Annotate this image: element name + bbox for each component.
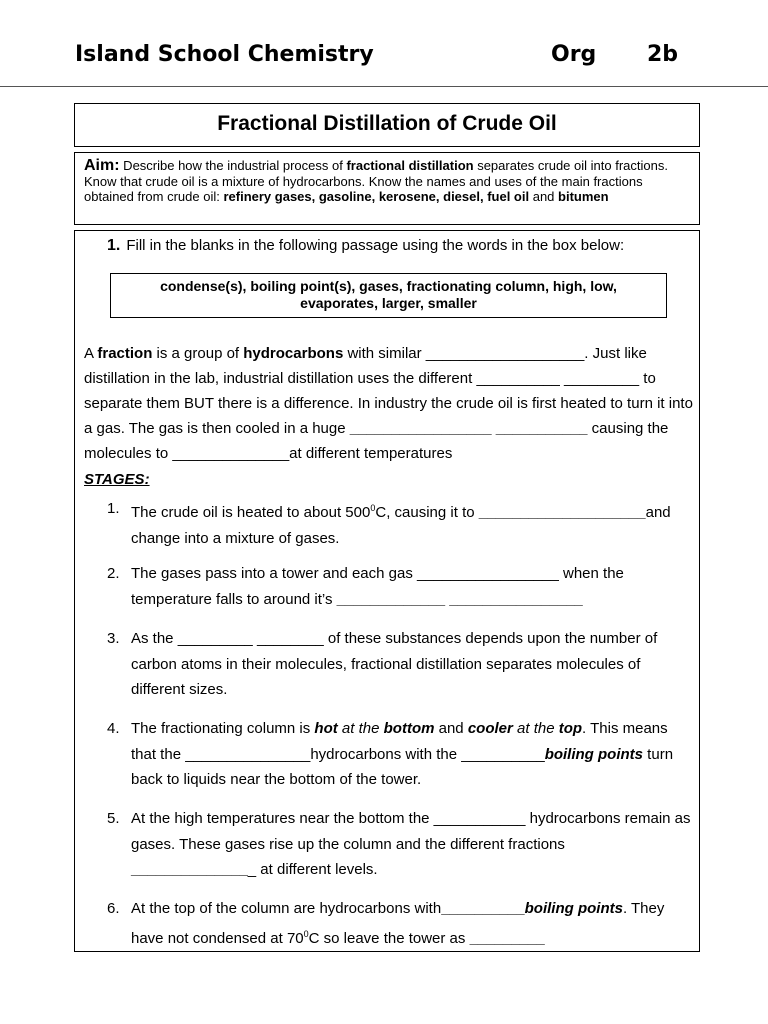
word-bank-line: evaporates, larger, smaller <box>300 295 477 311</box>
aim-text: separates crude oil into fractions. Know that crude oil is a mixture of hydrocarbons. Know the names and uses of the main fractions obtained from crude oil: <box>84 158 668 204</box>
answer-blank: __________ <box>441 900 525 917</box>
passage-bold: fraction <box>97 345 153 362</box>
item-text: and change into a mixture of gases. <box>131 504 671 547</box>
item-text: C, causing it to <box>375 504 479 521</box>
answer-blank: _________________ <box>349 420 492 437</box>
aim-text: and <box>529 189 559 204</box>
emphasis-text: at the <box>512 720 559 737</box>
answer-blank: ________________ <box>449 590 583 608</box>
stage-item-3 <box>107 626 692 703</box>
item-number: 2. <box>107 565 120 582</box>
unit-code: 2b <box>647 42 679 67</box>
item-text: and <box>434 720 468 737</box>
item-text: . This means that the _______________hydrocarbons with the __________ <box>131 720 668 763</box>
question-instruction: Fill in the blanks in the following passage using the words in the box below: <box>126 237 625 254</box>
emphasis-text: boiling points <box>544 745 644 763</box>
item-text: . They have not condensed at 70 <box>131 900 665 947</box>
aim-bold: refinery gases, gasoline, kerosene, diesel, fuel oil <box>223 189 530 204</box>
passage-text: causing the molecules to ______________at different temperatures <box>84 420 669 462</box>
stage-item-1 <box>107 496 692 551</box>
item-text: The gases pass into a tower and each gas _________________ when the temperature falls to around it’s <box>131 565 624 608</box>
worksheet-body <box>74 230 700 952</box>
aim-section <box>74 152 700 225</box>
item-text: turn back to liquids near the bottom of the tower. <box>131 745 674 788</box>
document-title: Fractional Distillation of Crude Oil <box>74 103 700 147</box>
subject-label: Org <box>551 42 597 67</box>
question-number: 1. <box>107 237 121 254</box>
stage-item-2 <box>107 561 692 612</box>
word-bank <box>110 273 667 318</box>
passage-text: is a group of <box>152 345 244 362</box>
superscript: 0 <box>370 503 376 513</box>
item-number: 4. <box>107 720 120 737</box>
stage-item-5 <box>107 806 692 883</box>
superscript: 0 <box>303 928 309 939</box>
fill-in-passage <box>84 341 694 466</box>
question-1 <box>107 237 624 255</box>
item-text: At the top of the column are hydrocarbons with <box>131 900 442 917</box>
item-text: _ at different levels. <box>247 861 378 878</box>
aim-bold: fractional distillation <box>346 158 474 173</box>
answer-blank: _________ <box>469 929 545 947</box>
answer-blank: ____________________ <box>478 504 646 521</box>
aim-bold: bitumen <box>558 189 609 204</box>
item-number: 3. <box>107 630 120 647</box>
passage-text: A <box>84 345 98 362</box>
emphasis-text: hot <box>314 720 338 737</box>
aim-label: Aim: <box>84 157 120 174</box>
school-title: Island School Chemistry <box>75 42 374 67</box>
item-number: 6. <box>107 900 120 917</box>
emphasis-text: at the <box>337 720 384 737</box>
page-header <box>0 0 768 87</box>
item-number: 5. <box>107 810 120 827</box>
passage-text: with similar ___________________. Just like distillation in the lab, industrial distillation uses the different __________ _________ to separate them BUT there is a difference. In industry the crude oil is first heated to turn it into a gas. The gas is then cooled in a huge <box>84 345 693 437</box>
emphasis-text: cooler <box>467 720 513 737</box>
emphasis-text: bottom <box>383 720 435 737</box>
item-text: C so leave the tower as <box>308 929 470 947</box>
item-text: At the high temperatures near the bottom the ___________ hydrocarbons remain as gases. These gases rise up the column and the different fractions <box>131 810 691 853</box>
stages-heading: STAGES: <box>84 471 150 488</box>
item-text: The fractionating column is <box>131 720 315 737</box>
item-text: The crude oil is heated to about 500 <box>131 504 371 521</box>
emphasis-text: boiling points <box>524 900 623 917</box>
stage-item-4 <box>107 716 692 793</box>
answer-blank: ______________ <box>131 861 248 878</box>
item-number: 1. <box>107 500 120 517</box>
passage-bold: hydrocarbons <box>243 345 344 362</box>
aim-text: Describe how the industrial process of <box>119 158 347 173</box>
stage-item-6 <box>107 896 692 951</box>
emphasis-text: top <box>558 720 583 737</box>
item-text: As the _________ ________ of these substances depends upon the number of carbon atoms in their molecules, fractional distillation separates molecules of different sizes. <box>131 630 658 698</box>
word-bank-line: condense(s), boiling point(s), gases, fractionating column, high, low, <box>160 278 617 294</box>
answer-blank: _____________ <box>336 590 446 608</box>
answer-blank: ___________ <box>495 420 588 437</box>
